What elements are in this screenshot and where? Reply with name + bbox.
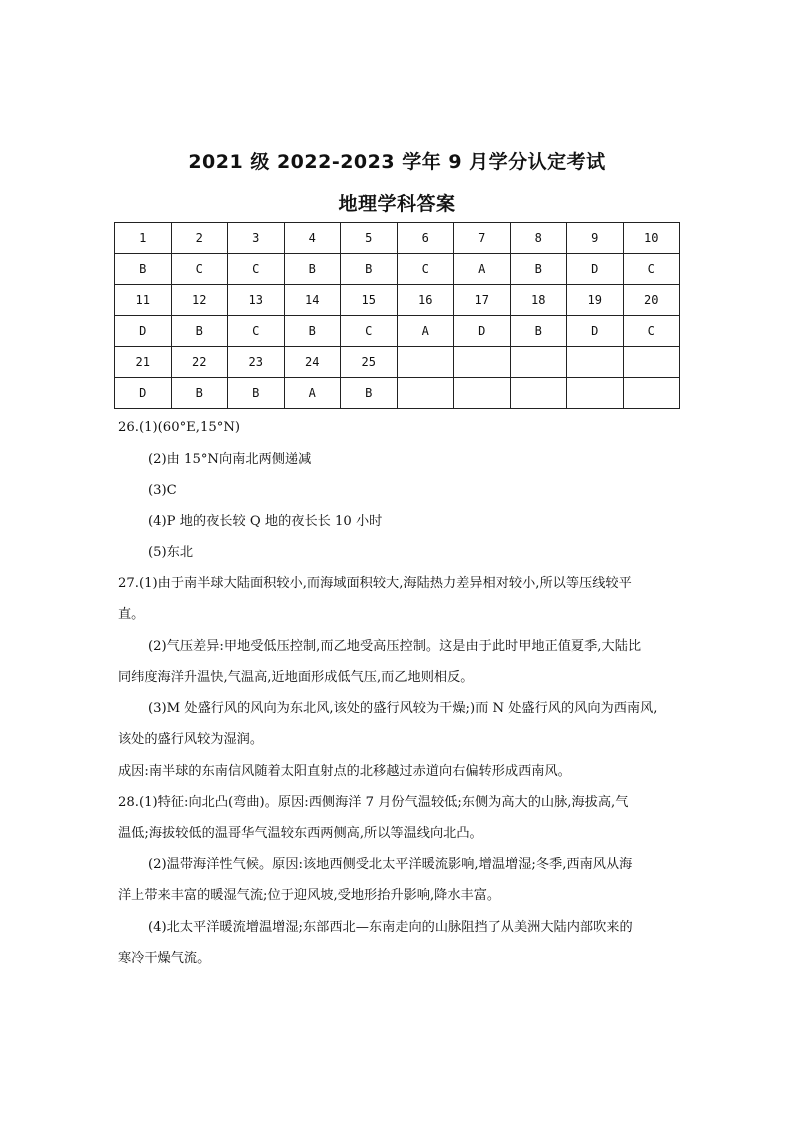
table-cell: 1 xyxy=(115,223,172,254)
table-cell: A xyxy=(284,378,341,409)
table-cell: B xyxy=(284,254,341,285)
q27-2-line2: 同纬度海洋升温快,气温高,近地面形成低气压,而乙地则相反。 xyxy=(118,670,474,685)
table-cell xyxy=(623,347,680,378)
table-cell: 23 xyxy=(228,347,285,378)
table-cell: 20 xyxy=(623,285,680,316)
table-cell: 22 xyxy=(171,347,228,378)
table-cell: D xyxy=(567,316,624,347)
table-row xyxy=(115,254,680,285)
q28-2-line2: 洋上带来丰富的暖湿气流;位于迎风坡,受地形抬升影响,降水丰富。 xyxy=(118,888,501,903)
table-cell: C xyxy=(228,316,285,347)
table-cell xyxy=(397,378,454,409)
exam-title: 2021 级 2022-2023 学年 9 月学分认定考试 xyxy=(188,151,606,173)
table-cell: C xyxy=(341,316,398,347)
table-cell: 16 xyxy=(397,285,454,316)
table-cell: 2 xyxy=(171,223,228,254)
table-cell: 10 xyxy=(623,223,680,254)
table-cell: 21 xyxy=(115,347,172,378)
table-cell: 25 xyxy=(341,347,398,378)
table-cell: C xyxy=(228,254,285,285)
table-cell: B xyxy=(115,254,172,285)
q26-2: (2)由 15°N向南北两侧递减 xyxy=(148,452,312,467)
table-cell: B xyxy=(228,378,285,409)
table-cell: C xyxy=(623,254,680,285)
q28-4-line1: (4)北太平洋暖流增温增湿;东部西北—东南走向的山脉阻挡了从美洲大陆内部吹来的 xyxy=(148,920,633,935)
answer-table xyxy=(114,222,680,409)
table-cell: B xyxy=(510,316,567,347)
table-cell xyxy=(510,378,567,409)
q27-1-line2: 直。 xyxy=(118,607,145,622)
table-cell: 13 xyxy=(228,285,285,316)
table-cell: 12 xyxy=(171,285,228,316)
table-cell: B xyxy=(341,254,398,285)
table-cell: C xyxy=(397,254,454,285)
q28-2-line1: (2)温带海洋性气候。原因:该地西侧受北太平洋暖流影响,增温增湿;冬季,西南风从海 xyxy=(148,857,633,872)
table-cell: 24 xyxy=(284,347,341,378)
table-cell: A xyxy=(454,254,511,285)
table-cell: D xyxy=(115,316,172,347)
table-cell xyxy=(567,347,624,378)
q28-1-line1: 28.(1)特征:向北凸(弯曲)。原因:西侧海洋 7 月份气温较低;东侧为高大的山脉,海拔高,气 xyxy=(118,795,629,810)
table-cell: C xyxy=(171,254,228,285)
table-cell: 7 xyxy=(454,223,511,254)
table-cell xyxy=(623,378,680,409)
table-cell: D xyxy=(454,316,511,347)
table-cell: 4 xyxy=(284,223,341,254)
table-row xyxy=(115,223,680,254)
table-cell: B xyxy=(284,316,341,347)
q26-1: 26.(1)(60°E,15°N) xyxy=(118,420,241,435)
q27-cause: 成因:南半球的东南信风随着太阳直射点的北移越过赤道向右偏转形成西南风。 xyxy=(118,764,571,779)
table-cell xyxy=(454,378,511,409)
q26-4: (4)P 地的夜长较 Q 地的夜长长 10 小时 xyxy=(148,514,383,529)
q26-3: (3)C xyxy=(148,483,177,498)
exam-subtitle: 地理学科答案 xyxy=(338,193,456,215)
table-row xyxy=(115,347,680,378)
table-cell: B xyxy=(510,254,567,285)
table-cell: 3 xyxy=(228,223,285,254)
table-cell: 15 xyxy=(341,285,398,316)
table-cell: 14 xyxy=(284,285,341,316)
table-row xyxy=(115,285,680,316)
table-cell: D xyxy=(115,378,172,409)
table-cell: 6 xyxy=(397,223,454,254)
table-cell xyxy=(567,378,624,409)
table-cell: 17 xyxy=(454,285,511,316)
table-cell: 19 xyxy=(567,285,624,316)
table-row xyxy=(115,316,680,347)
q27-3-line1: (3)M 处盛行风的风向为东北风,该处的盛行风较为干燥;)而 N 处盛行风的风向为西南风, xyxy=(148,701,658,716)
table-cell: 11 xyxy=(115,285,172,316)
table-cell: 8 xyxy=(510,223,567,254)
q28-1-line2: 温低;海拔较低的温哥华气温较东西两侧高,所以等温线向北凸。 xyxy=(118,826,483,841)
table-cell: B xyxy=(341,378,398,409)
q27-2-line1: (2)气压差异:甲地受低压控制,而乙地受高压控制。这是由于此时甲地正值夏季,大陆比 xyxy=(148,639,642,654)
table-cell: A xyxy=(397,316,454,347)
table-cell: B xyxy=(171,316,228,347)
table-cell xyxy=(510,347,567,378)
table-cell: B xyxy=(171,378,228,409)
q26-5: (5)东北 xyxy=(148,545,194,560)
table-cell: 9 xyxy=(567,223,624,254)
table-row xyxy=(115,378,680,409)
q27-3-line2: 该处的盛行风较为湿润。 xyxy=(118,732,264,747)
q28-4-line2: 寒冷干燥气流。 xyxy=(118,951,211,966)
table-cell: D xyxy=(567,254,624,285)
table-cell xyxy=(397,347,454,378)
table-cell: 18 xyxy=(510,285,567,316)
table-cell xyxy=(454,347,511,378)
table-cell: 5 xyxy=(341,223,398,254)
q27-1-line1: 27.(1)由于南半球大陆面积较小,而海域面积较大,海陆热力差异相对较小,所以等压线较平 xyxy=(118,576,632,591)
table-cell: C xyxy=(623,316,680,347)
